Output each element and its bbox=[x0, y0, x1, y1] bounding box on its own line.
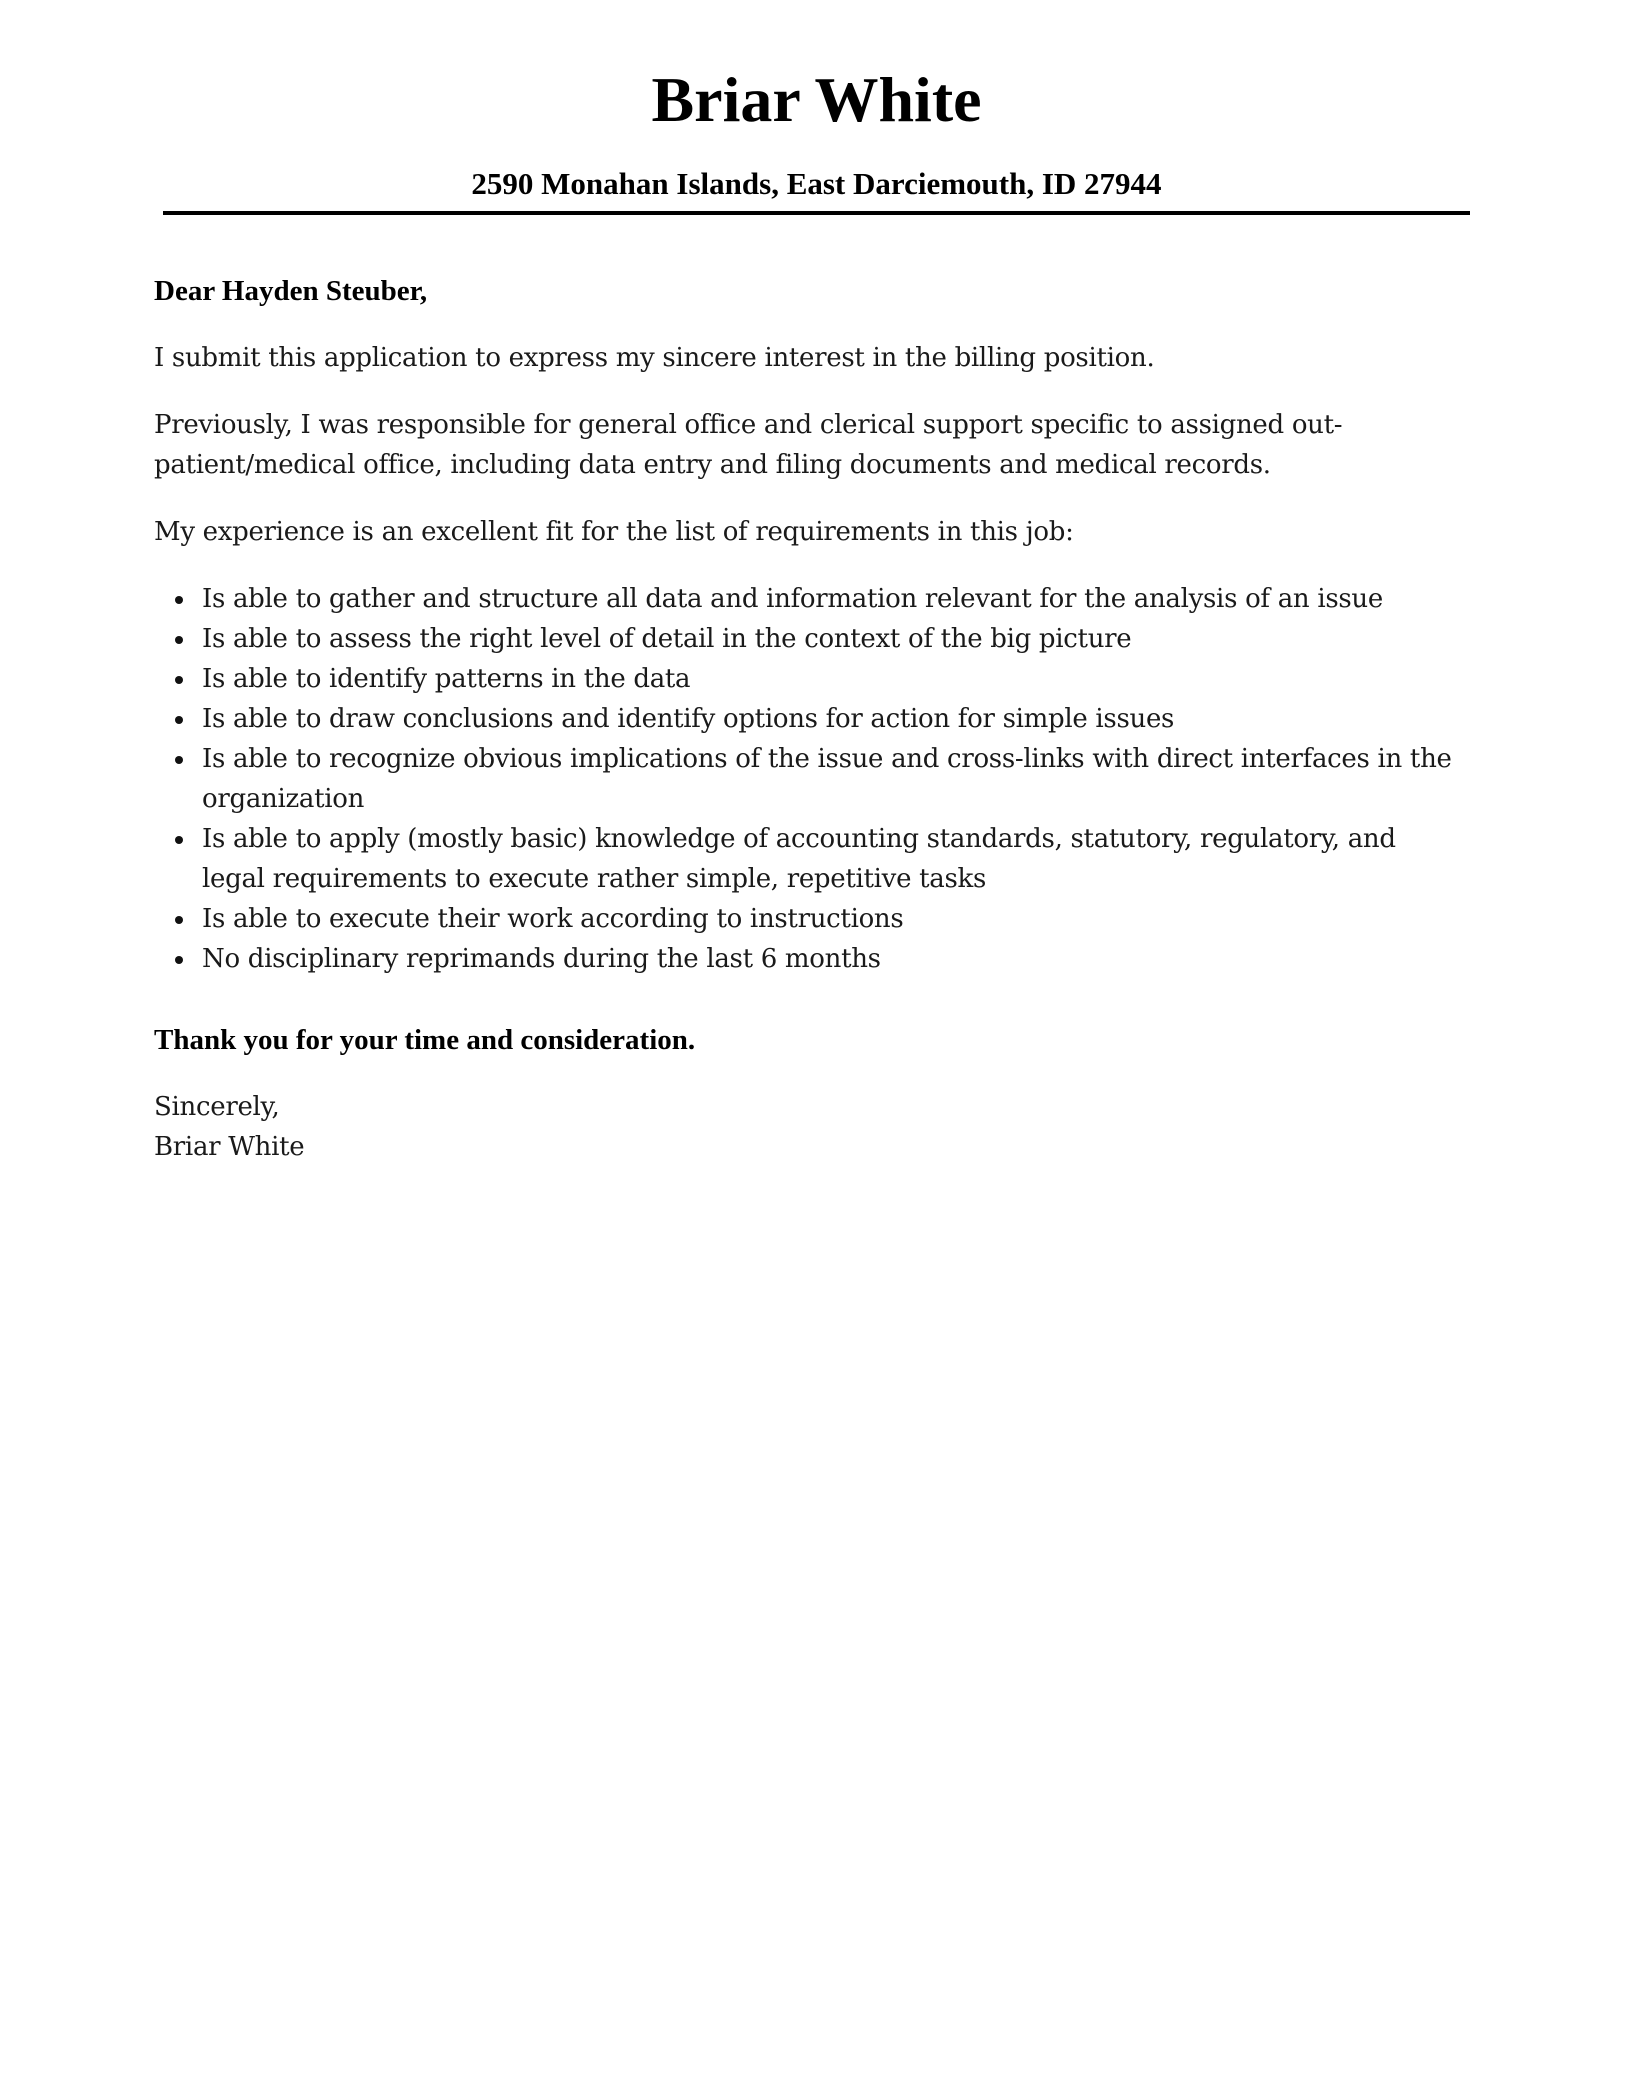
list-item: Is able to identify patterns in the data bbox=[202, 659, 1464, 699]
salutation: Dear Hayden Steuber, bbox=[154, 275, 428, 307]
list-item: Is able to draw conclusions and identify options for action for simple issues bbox=[202, 699, 1464, 739]
signature: Briar White bbox=[154, 1132, 305, 1162]
applicant-address: 2590 Monahan Islands, East Darciemouth, ID 27944 bbox=[471, 166, 1162, 201]
list-item: Is able to execute their work according to instructions bbox=[202, 899, 1464, 939]
letter-header bbox=[163, 58, 1470, 204]
requirements-list bbox=[154, 579, 1464, 979]
list-item: Is able to recognize obvious implications of the issue and cross-links with direct interfaces in the organization bbox=[202, 739, 1464, 819]
list-item: No disciplinary reprimands during the last 6 months bbox=[202, 939, 1464, 979]
list-item: Is able to assess the right level of detail in the context of the big picture bbox=[202, 619, 1464, 659]
intro-paragraph: I submit this application to express my sincere interest in the billing position. bbox=[154, 343, 1155, 373]
thanks-line: Thank you for your time and consideration. bbox=[154, 1024, 696, 1056]
header-divider bbox=[163, 211, 1470, 215]
list-item: Is able to apply (mostly basic) knowledge of accounting standards, statutory, regulatory, and legal requirements to execute rather simple, repetitive tasks bbox=[202, 819, 1464, 899]
requirements-intro: My experience is an excellent fit for the list of requirements in this job: bbox=[154, 517, 1074, 547]
list-item: Is able to gather and structure all data and information relevant for the analysis of an issue bbox=[202, 579, 1464, 619]
closing: Sincerely, bbox=[154, 1092, 280, 1122]
experience-paragraph: Previously, I was responsible for general office and clerical support specific to assigned out-patient/medical office, including data entry and filing documents and medical records. bbox=[154, 410, 1343, 480]
applicant-name: Briar White bbox=[651, 64, 982, 135]
letter-body bbox=[154, 271, 1464, 1167]
